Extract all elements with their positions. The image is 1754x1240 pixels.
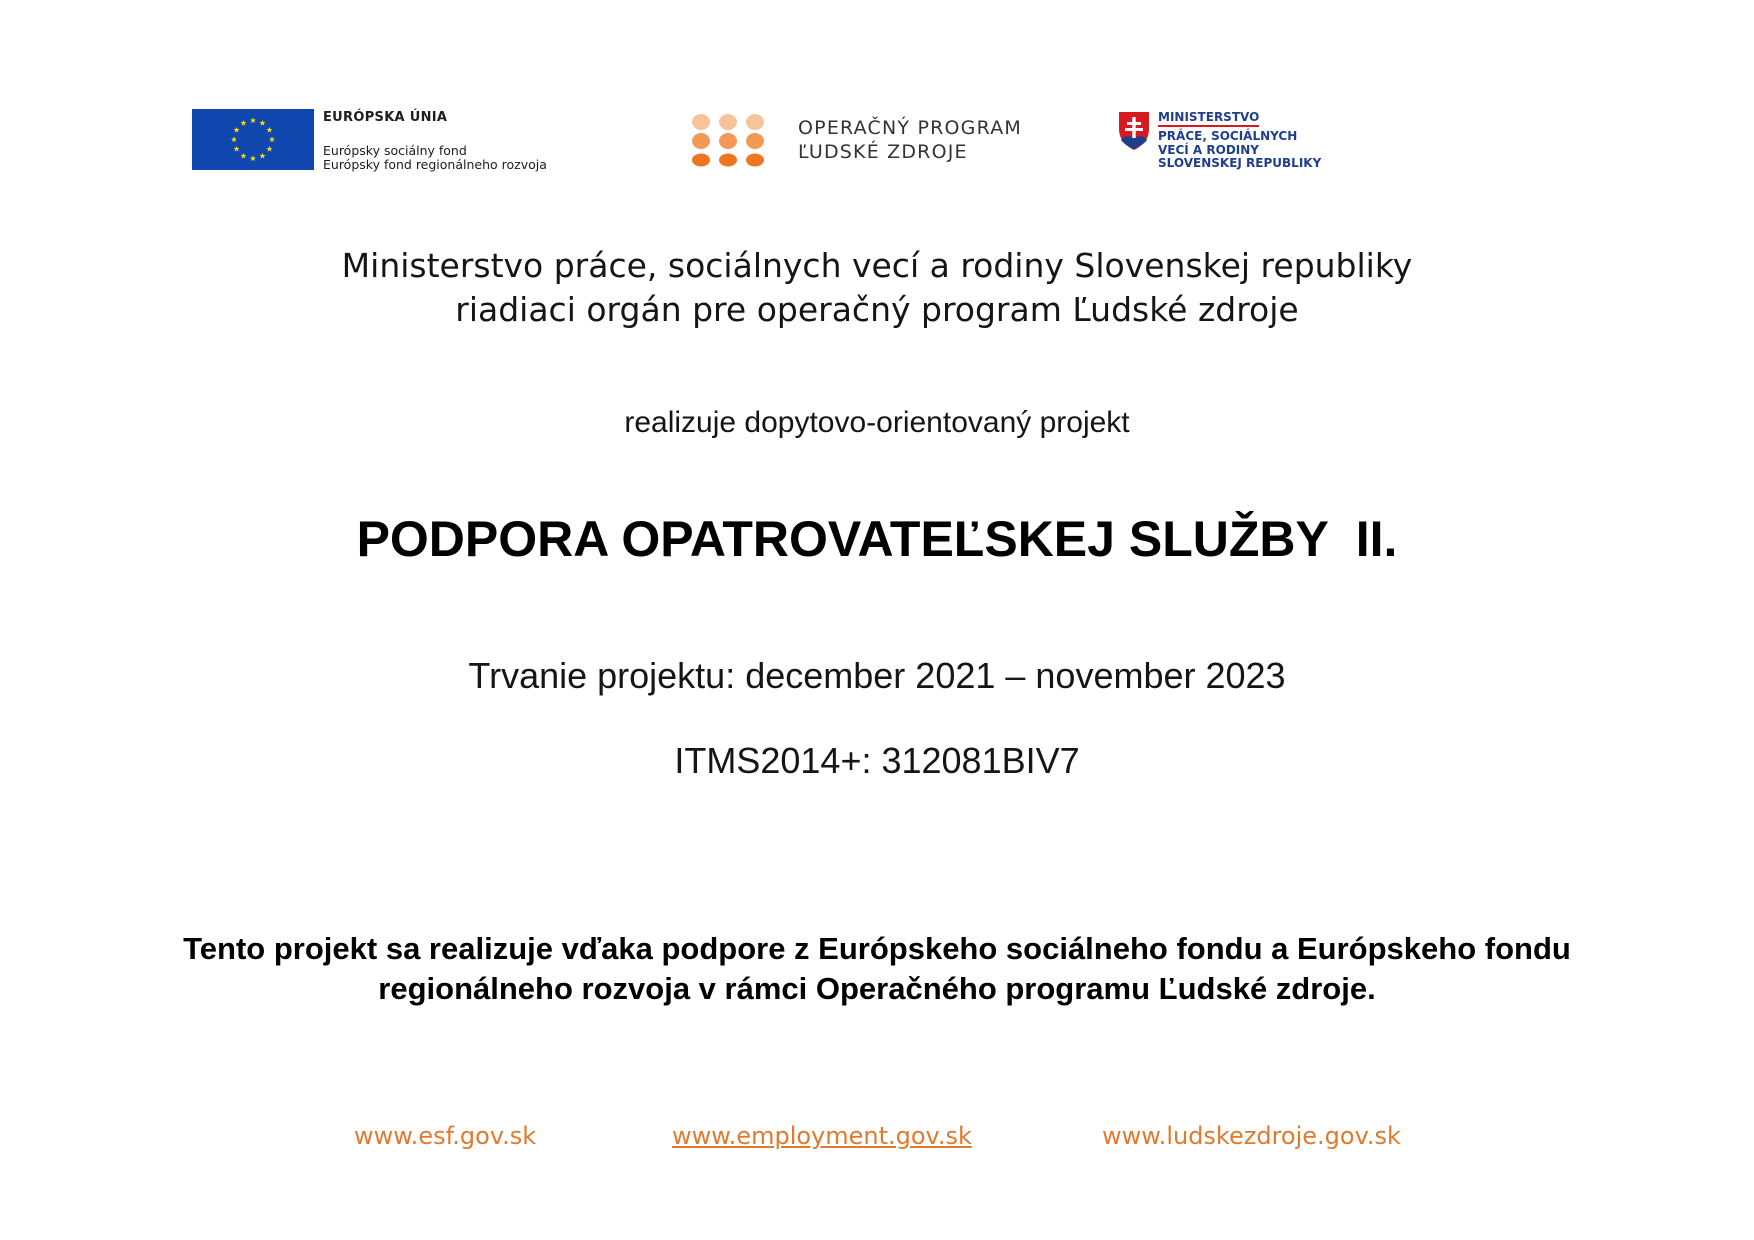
logo-strip bbox=[0, 104, 1754, 184]
eu-star bbox=[259, 120, 265, 126]
ministry-logo-line4: SLOVENSKEJ REPUBLIKY bbox=[1158, 156, 1322, 171]
project-intro: realizuje dopytovo-orientovaný projekt bbox=[624, 406, 1130, 439]
op-dot bbox=[692, 114, 710, 130]
op-logo-text bbox=[798, 117, 1022, 165]
eu-star bbox=[266, 146, 272, 152]
eu-star bbox=[234, 146, 240, 152]
eu-logo-esf: Európsky sociálny fond bbox=[323, 142, 467, 158]
slovak-coat-of-arms-icon bbox=[1118, 111, 1150, 151]
op-dot bbox=[746, 133, 764, 149]
op-dots-icon bbox=[690, 113, 766, 169]
funding-statement bbox=[0, 929, 1754, 1009]
eu-star bbox=[259, 153, 265, 159]
op-dot bbox=[692, 133, 710, 149]
ministry-logo-line1: MINISTERSTVO bbox=[1158, 111, 1259, 127]
op-logo-line1: OPERAČNÝ PROGRAM bbox=[798, 117, 1022, 140]
eu-star bbox=[266, 127, 272, 133]
organization-name-line1: Ministerstvo práce, sociálnych vecí a rodiny Slovenskej republiky bbox=[341, 246, 1413, 285]
eu-logo-text bbox=[323, 109, 547, 173]
link-esf[interactable]: www.esf.gov.sk bbox=[354, 1122, 537, 1150]
eu-star bbox=[240, 153, 246, 159]
eu-logo-title: EURÓPSKA ÚNIA bbox=[323, 110, 448, 125]
op-dot bbox=[719, 114, 737, 130]
eu-star bbox=[269, 136, 275, 142]
op-dot bbox=[719, 154, 737, 167]
funding-statement-line1: Tento projekt sa realizuje vďaka podpore z Európskeho sociálneho fondu a Európskeho fondu bbox=[183, 931, 1571, 966]
ministry-logo-line3: VECÍ A RODINY bbox=[1158, 142, 1259, 157]
footer-links bbox=[0, 1122, 1754, 1162]
op-dot bbox=[692, 154, 710, 167]
organization-name-line2: riadiaci orgán pre operačný program Ľudské zdroje bbox=[455, 290, 1299, 329]
eu-logo-erdf: Európsky fond regionálneho rozvoja bbox=[323, 157, 547, 173]
link-ludskezdroje[interactable]: www.ludskezdroje.gov.sk bbox=[1102, 1122, 1401, 1150]
eu-star bbox=[231, 136, 237, 142]
project-duration: Trvanie projektu: december 2021 – november 2023 bbox=[468, 655, 1286, 696]
op-ludske-zdroje-logo bbox=[690, 113, 1022, 169]
eu-star bbox=[250, 155, 256, 161]
ministry-logo-line2: PRÁCE, SOCIÁLNYCH bbox=[1158, 129, 1298, 144]
organization-name bbox=[0, 244, 1754, 332]
op-dot bbox=[746, 154, 764, 167]
eu-flag-icon bbox=[192, 109, 314, 170]
eu-star bbox=[240, 120, 246, 126]
op-dot bbox=[746, 114, 764, 130]
ministry-logo bbox=[1118, 111, 1321, 171]
link-employment[interactable]: www.employment.gov.sk bbox=[672, 1122, 972, 1150]
itms-code: ITMS2014+: 312081BIV7 bbox=[674, 740, 1080, 781]
eu-logo bbox=[192, 109, 547, 173]
funding-statement-line2: regionálneho rozvoja v rámci Operačného programu Ľudské zdroje. bbox=[378, 971, 1376, 1006]
op-logo-line2: ĽUDSKÉ ZDROJE bbox=[798, 141, 968, 163]
op-dot bbox=[719, 133, 737, 149]
eu-star bbox=[250, 117, 256, 123]
eu-star bbox=[234, 127, 240, 133]
ministry-logo-text bbox=[1158, 111, 1321, 171]
project-title: PODPORA OPATROVATEĽSKEJ SLUŽBY II. bbox=[356, 511, 1398, 567]
